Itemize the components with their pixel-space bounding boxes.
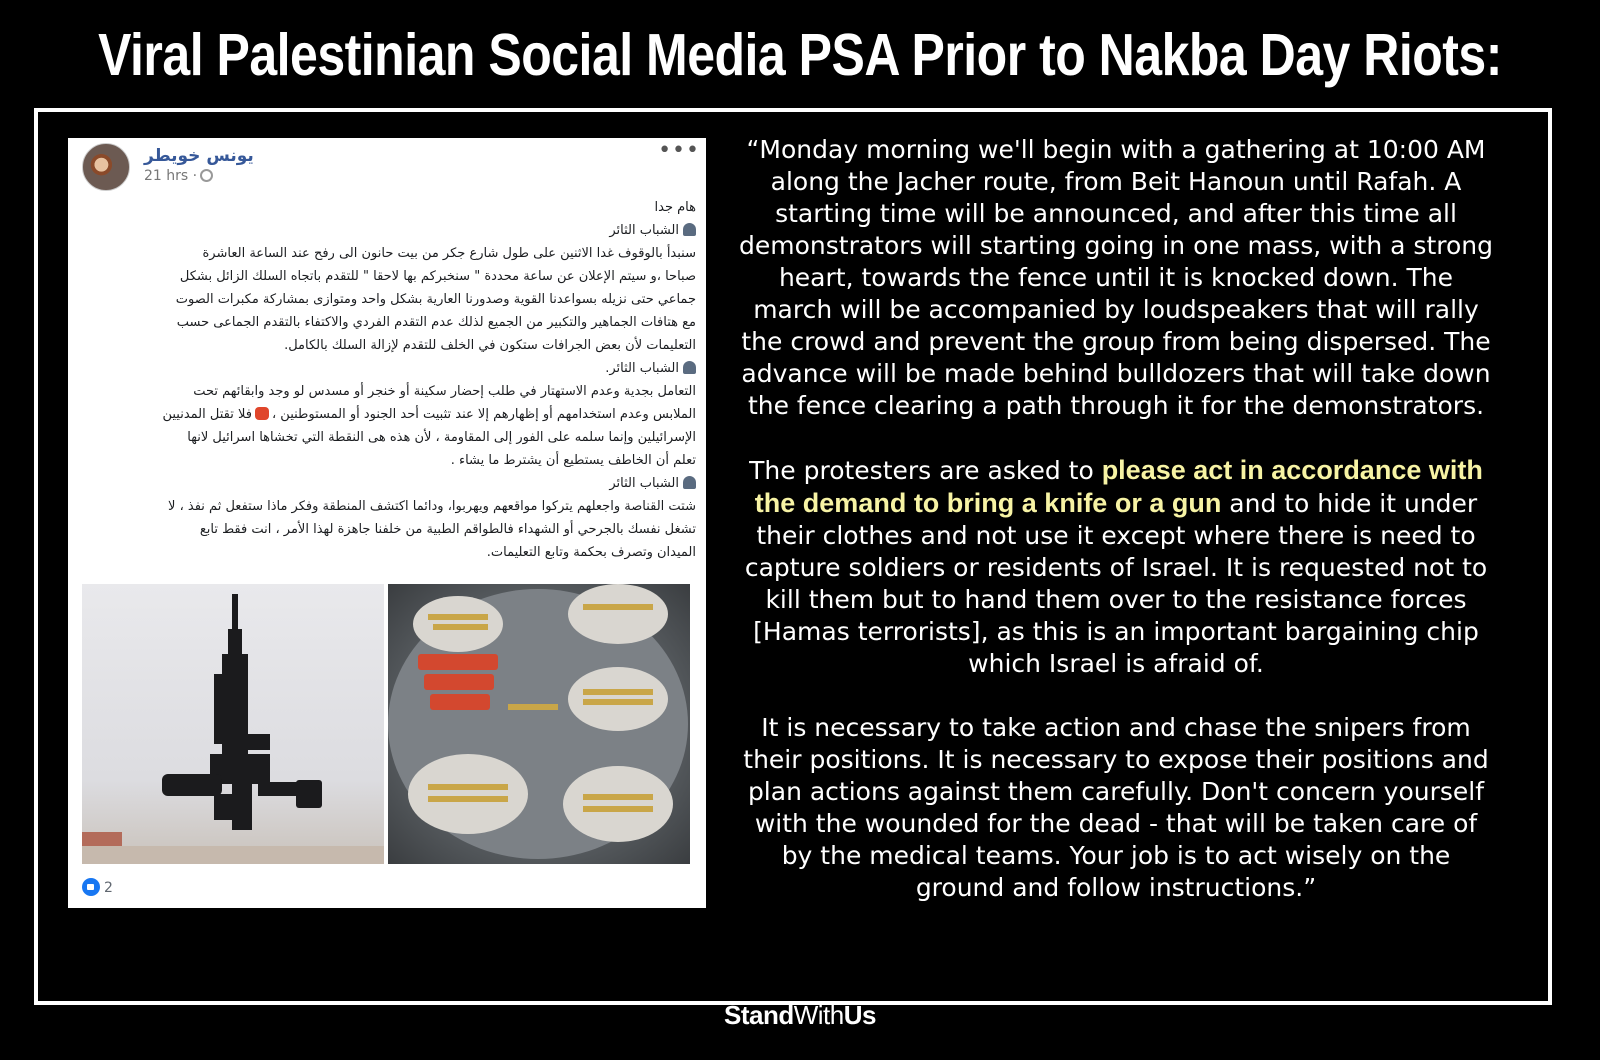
post-line: مع هتافات الجماهير والتكبير من الجميع لذلك عدم التقدم الفردي والاكتفاء بالتقدم الجماعى حسب [176, 315, 696, 330]
post-line: الشباب الثائر. [81, 357, 696, 380]
like-count[interactable] [82, 878, 113, 896]
post-line: الملابس وعدم استخدامهم أو إظهارهم إلا عند تثبيت أحد الجنود أو المستوطنين ،فلا تقتل المدنيين [162, 407, 696, 422]
translation-paragraph-2: The protesters are asked to please act in accordance with the demand to bring a knife or a gun and to hide it under their clothes and not use it except where there is need to capture soldiers or residents of Israel. It is requested not to kill them but to hand them over to the resistance forces [Hamas terrorists], as this is an important bargaining chip which Israel is afraid of. [744, 455, 1488, 678]
author-avatar[interactable] [82, 143, 130, 191]
post-line: الشباب الثائر [81, 472, 696, 495]
english-translation [736, 134, 1496, 936]
person-icon [683, 223, 696, 236]
post-line: تشغل نفسك بالجرحي أو الشهداء فالطواقم الطبية من خلفنا جاهزة لهذا الأمر ، انت فقط تابع [199, 522, 696, 537]
post-text [81, 196, 696, 564]
post-line: شتت القناصة واجعلهم يتركوا مواقعهم ويهربوا، ودائما اكتشف المنطقة وفكر ماذا ستفعل ثم نفذ ، لا [168, 499, 696, 514]
person-icon [683, 361, 696, 374]
post-line: الإسرائيلين وإنما سلمه على الفور إلى المقاومة ، لأن هذه هى النقطة التي تخشاها اسرائيل لانها [187, 430, 696, 445]
ammunition-photo[interactable] [388, 584, 690, 864]
globe-icon [200, 169, 213, 182]
no-entry-emoji-icon [255, 407, 269, 420]
thumbs-up-icon [82, 878, 100, 896]
post-timestamp[interactable] [144, 168, 213, 184]
translation-paragraph-3: It is necessary to take action and chase the snipers from their positions. It is necessary to expose their positions and plan actions against them carefully. Don't concern yourself with the wounded for the dead - that will be taken care of by the medical teams. Your job is to act wisely on the ground and follow instructions.” [743, 713, 1489, 902]
post-time-text: 21 hrs · [144, 168, 198, 184]
post-line: صباحا ،و سيتم الإعلان عن ساعة محددة " سنخبركم بها لاحقا " للتقدم باتجاه السلك الزائل بشكل [179, 269, 696, 284]
post-author[interactable]: يونس خويطر [144, 146, 254, 166]
ammunition-illustration [388, 584, 690, 864]
brand-logo: StandWithUs [724, 1000, 876, 1030]
highlighted-text: please act in accordance with the demand to bring a knife or a gun [754, 455, 1483, 518]
content-frame [34, 108, 1552, 1005]
facebook-post-card [68, 138, 706, 908]
more-options-icon[interactable]: ••• [658, 138, 700, 163]
post-line: جماعي حتى نزيله بسواعدنا القوية وصدورنا العارية بشكل واحد ومتوازى بمشاركة مكبرات الصوت [175, 292, 696, 307]
post-line: الشباب الثائر [81, 219, 696, 242]
post-line: تعلم أن الخاطف يستطيع أن يشترط ما يشاء . [450, 453, 696, 468]
post-line: هام جدا [654, 200, 696, 215]
page-title: Viral Palestinian Social Media PSA Prior to Nakba Day Riots: [98, 21, 1502, 89]
translation-paragraph-1: “Monday morning we'll begin with a gathering at 10:00 AM along the Jacher route, from Beit Hanoun until Rafah. A starting time will be announced, and after this time all demonstrators will starting going in one mass, with a strong heart, towards the fence until it is knocked down. The march will be accompanied by loudspeakers that will rally the crowd and prevent the group from being dispersed. The advance will be made behind bulldozers that will take down the fence clearing a path through it for the demonstrators. [739, 135, 1493, 420]
post-line: التعليمات لأن بعض الجرافات ستكون في الخلف للتقدم لإزالة السلك بالكامل. [284, 338, 696, 353]
person-icon [683, 476, 696, 489]
post-line: سنبدأ بالوقوف غدا الاثنين على طول شارع جكر من بيت حانون الى رفح عند الساعة العاشرة [202, 246, 696, 261]
post-line: التعامل بجدية وعدم الاستهتار في طلب إحضار سكينة أو خنجر أو مسدس لو وجد وابقائهم تحت [193, 384, 696, 399]
rifle-photo[interactable] [82, 584, 384, 864]
rifle-illustration [82, 584, 384, 864]
like-count-text: 2 [104, 880, 113, 896]
post-line: الميدان وتصرف بحكمة وتابع التعليمات. [486, 545, 696, 560]
